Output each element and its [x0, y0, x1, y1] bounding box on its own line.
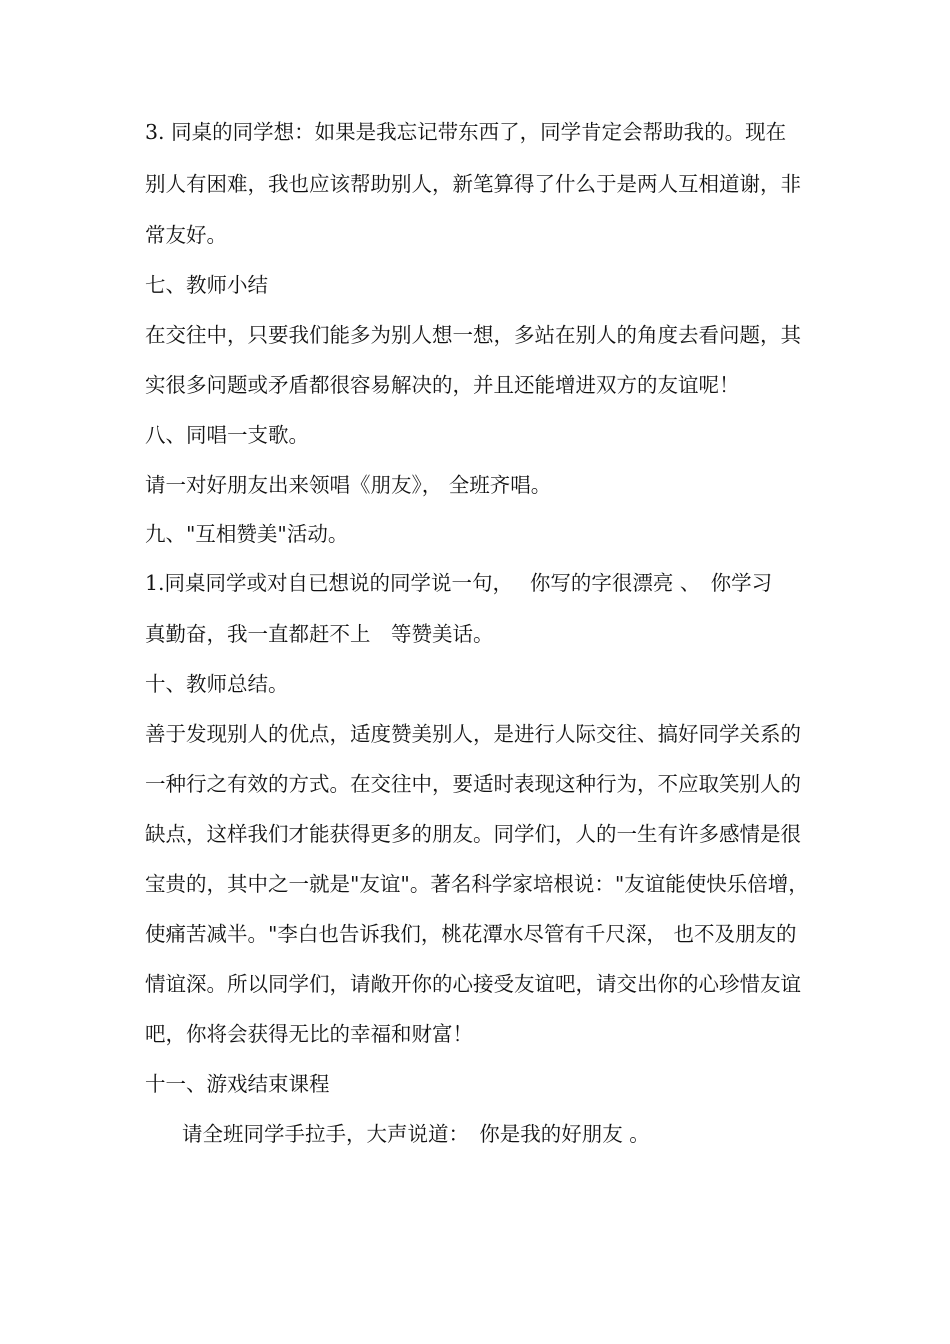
paragraph-line: 一种行之有效的方式。在交往中，要适时表现这种行为，不应取笑别人的: [145, 772, 801, 796]
paragraph-line: 请一对好朋友出来领唱《朋友》， 全班齐唱。: [145, 473, 552, 497]
paragraph-line: 别人有困难，我也应该帮助别人，新笔算得了什么于是两人互相道谢，非: [145, 172, 801, 196]
paragraph-line: 缺点，这样我们才能获得更多的朋友。同学们，人的一生有许多感情是很: [145, 822, 801, 846]
paragraph-line: 吧，你将会获得无比的幸福和财富！: [145, 1022, 473, 1046]
paragraph-line: 宝贵的，其中之一就是"友谊"。著名科学家培根说："友谊能使快乐倍增，: [145, 872, 809, 896]
section-heading: 十一、游戏结束课程: [145, 1072, 330, 1096]
paragraph-line: 常友好。: [145, 223, 227, 247]
paragraph-line: 善于发现别人的优点，适度赞美别人，是进行人际交往、搞好同学关系的: [145, 722, 801, 746]
section-heading: 八、同唱一支歌。: [145, 423, 309, 447]
section-heading: 九、"互相赞美"活动。: [145, 522, 349, 546]
section-heading: 十、教师总结。: [145, 672, 289, 696]
paragraph-line: 3. 同桌的同学想：如果是我忘记带东西了，同学肯定会帮助我的。现在: [145, 120, 787, 144]
paragraph-line: 请全班同学手拉手，大声说道： 你是我的好朋友 。: [182, 1122, 650, 1146]
paragraph-line: 在交往中，只要我们能多为别人想一想，多站在别人的角度去看问题，其: [145, 323, 801, 347]
paragraph-line: 真勤奋，我一直都赶不上 等赞美话。: [145, 622, 494, 646]
paragraph-line: 1.同桌同学或对自已想说的同学说一句， 你写的字很漂亮 、 你学习: [145, 571, 773, 595]
paragraph-line: 实很多问题或矛盾都很容易解决的，并且还能增进双方的友谊呢！: [145, 373, 740, 397]
paragraph-line: 情谊深。所以同学们，请敞开你的心接受友谊吧，请交出你的心珍惜友谊: [145, 972, 801, 996]
section-heading: 七、教师小结: [145, 273, 268, 297]
paragraph-line: 使痛苦减半。"李白也告诉我们，桃花潭水尽管有千尺深， 也不及朋友的: [145, 922, 797, 946]
